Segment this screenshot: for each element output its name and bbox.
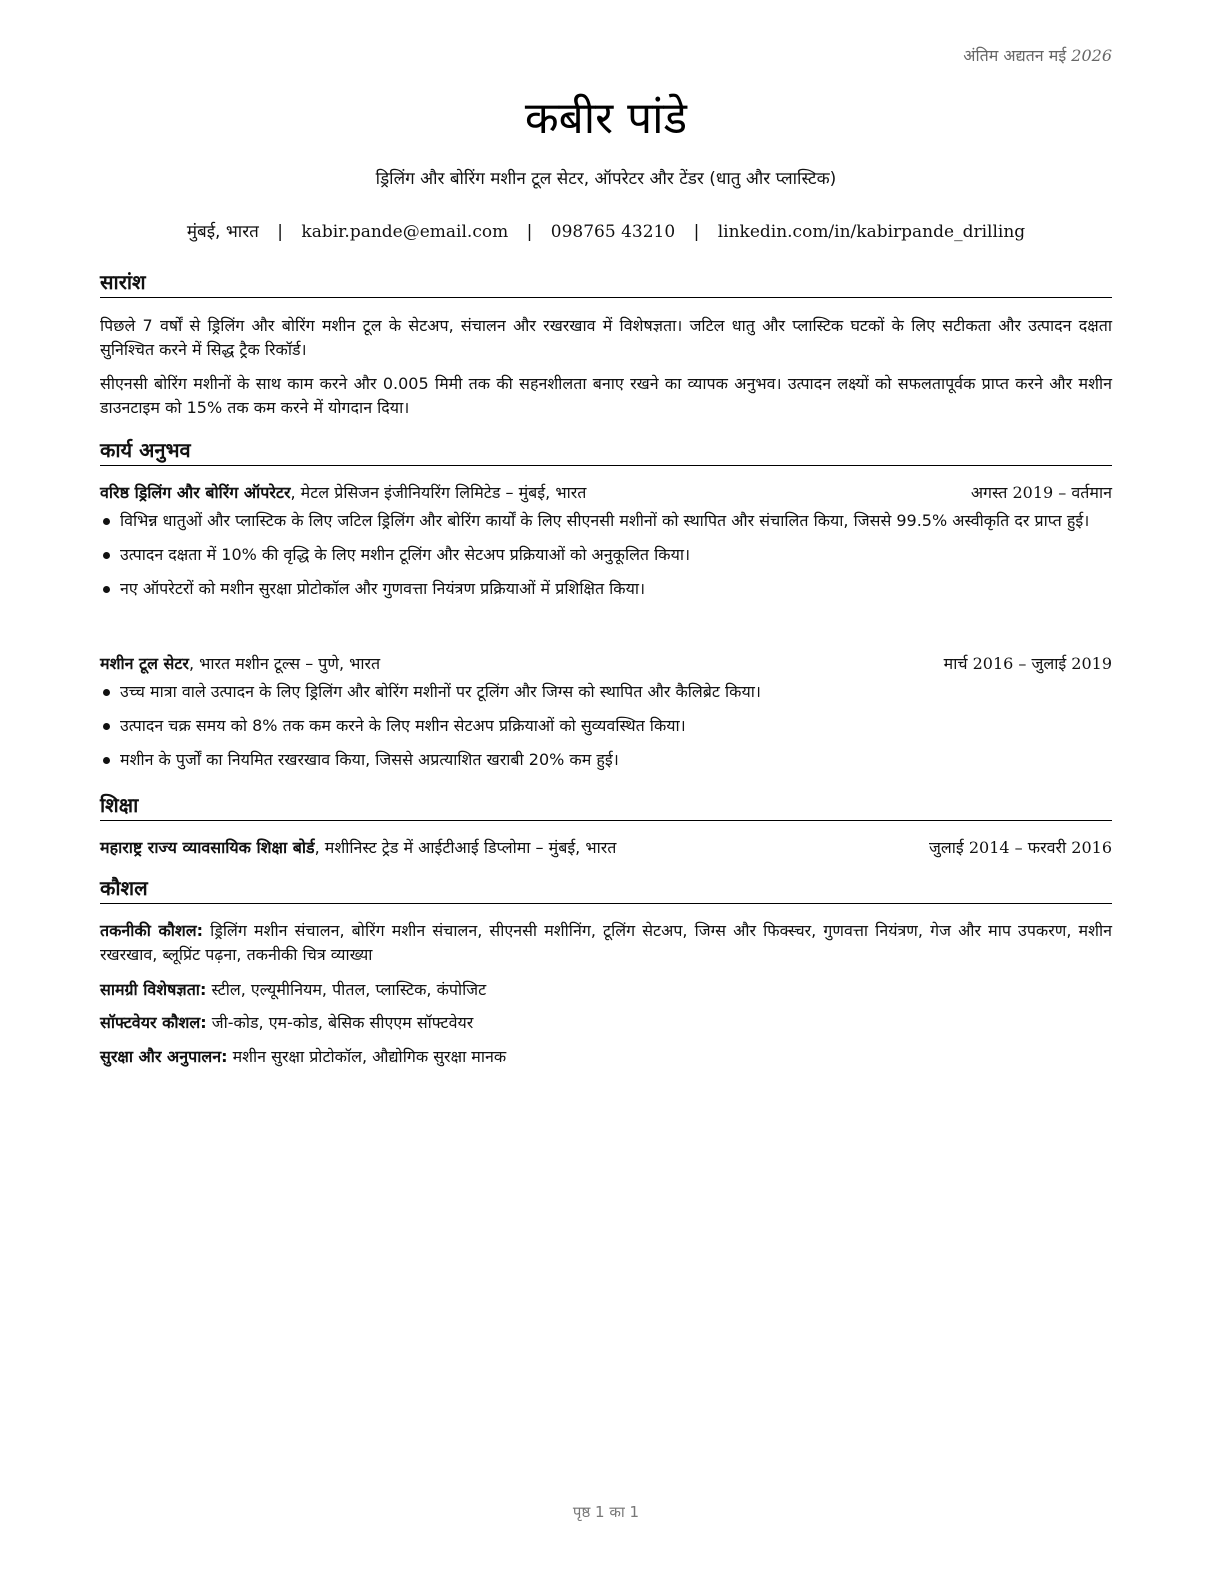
summary-paragraph: सीएनसी बोरिंग मशीनों के साथ काम करने और 0.005 मिमी तक की सहनशीलता बनाए रखने का व्यापक अनुभव। उत्पादन लक्ष्यों को सफलतापूर्वक प्राप्त करने और मशीन डाउनटाइम को 15% तक कम करने में योगदान दिया। [100,374,1112,417]
resume-page [100,0,1112,1584]
job-role: मशीन टूल सेटर [100,654,189,673]
skill-label: सुरक्षा और अनुपालन: [100,1047,228,1066]
contact-line [100,219,1112,242]
education-institution-detail [100,836,616,860]
last-updated [963,44,1112,66]
last-updated-year: 2026 [1071,46,1112,65]
skill-item [100,1045,1112,1069]
education-entry [100,836,1112,860]
skill-item [100,978,1112,1002]
contact-linkedin[interactable]: linkedin.com/in/kabirpande_drilling [717,222,1026,242]
education-header [100,836,1112,860]
job-entry [100,652,1112,782]
job-org: , भारत मशीन टूल्स – पुणे, भारत [188,654,381,673]
contact-separator: | [693,222,700,242]
job-dates: मार्च 2016 – जुलाई 2019 [943,654,1112,673]
job-role: वरिष्ठ ड्रिलिंग और बोरिंग ऑपरेटर [100,483,291,502]
contact-location: मुंबई, भारत [186,222,259,242]
job-bullet: मशीन के पुर्जों का नियमित रखरखाव किया, जिससे अप्रत्याशित खराबी 20% कम हुई। [100,748,1112,772]
experience-heading: कार्य अनुभव [100,438,1112,466]
skills-heading: कौशल [100,876,1112,904]
job-entry [100,481,1112,611]
job-bullet: उच्च मात्रा वाले उत्पादन के लिए ड्रिलिंग और बोरिंग मशीनों पर टूलिंग और जिग्स को स्थापित और कैलिब्रेट किया। [100,680,1112,704]
education-detail: , मशीनिस्ट ट्रेड में आईटीआई डिप्लोमा – मुंबई, भारत [314,838,617,857]
job-role-org [100,481,586,505]
skill-label: तकनीकी कौशल: [100,921,204,940]
job-org: , मेटल प्रेसिजन इंजीनियरिंग लिमिटेड – मुंबई, भारत [290,483,587,502]
skill-item [100,919,1112,967]
summary-paragraph: पिछले 7 वर्षों से ड्रिलिंग और बोरिंग मशीन टूल के सेटअप, संचालन और रखरखाव में विशेषज्ञता। जटिल धातु और प्लास्टिक घटकों के लिए सटीकता और उत्पादन दक्षता सुनिश्चित करने में सिद्ध ट्रैक रिकॉर्ड। [100,316,1112,359]
last-updated-label: अंतिम अद्यतन मई [963,46,1067,65]
summary-heading: सारांश [100,270,1112,298]
job-bullets [100,680,1112,772]
job-bullet: उत्पादन चक्र समय को 8% तक कम करने के लिए मशीन सेटअप प्रक्रियाओं को सुव्यवस्थित किया। [100,714,1112,738]
skill-value: मशीन सुरक्षा प्रोटोकॉल, औद्योगिक सुरक्षा मानक [227,1047,507,1066]
job-dates: अगस्त 2019 – वर्तमान [970,483,1112,502]
skill-value: ड्रिलिंग मशीन संचालन, बोरिंग मशीन संचालन, सीएनसी मशीनिंग, टूलिंग सेटअप, जिग्स और फिक्स्चर, गुणवत्ता नियंत्रण, गेज और माप उपकरण, मशीन रखरखाव, ब्लूप्रिंट पढ़ना, तकनीकी चित्र व्याख्या [100,921,1113,964]
contact-separator: | [277,222,283,242]
contact-separator: | [526,222,533,242]
job-title: ड्रिलिंग और बोरिंग मशीन टूल सेटर, ऑपरेटर और टेंडर (धातु और प्लास्टिक) [375,169,837,189]
job-bullet: उत्पादन दक्षता में 10% की वृद्धि के लिए मशीन टूलिंग और सेटअप प्रक्रियाओं को अनुकूलित किया। [100,543,1112,567]
job-bullet: विभिन्न धातुओं और प्लास्टिक के लिए जटिल ड्रिलिंग और बोरिंग कार्यों के लिए सीएनसी मशीनों को स्थापित और संचालित किया, जिससे 99.5% अस्वीकृति दर प्राप्त हुई। [100,509,1112,533]
skill-value: जी-कोड, एम-कोड, बेसिक सीएएम सॉफ्टवेयर [206,1013,474,1032]
contact-email[interactable]: kabir.pande@email.com [301,222,509,242]
contact-phone: 098765 43210 [550,222,676,242]
job-bullet: नए ऑपरेटरों को मशीन सुरक्षा प्रोटोकॉल और गुणवत्ता नियंत्रण प्रक्रियाओं में प्रशिक्षित किया। [100,577,1112,601]
job-role-org [100,652,380,676]
education-institution: महाराष्ट्र राज्य व्यावसायिक शिक्षा बोर्ड [100,838,315,857]
candidate-name: कबीर पांडे [524,93,688,144]
skill-label: सॉफ्टवेयर कौशल: [100,1013,207,1032]
job-header [100,481,1112,505]
education-heading: शिक्षा [100,793,1112,821]
education-dates: जुलाई 2014 – फरवरी 2016 [929,838,1112,857]
page-number: पृष्ठ 1 का 1 [572,1503,640,1521]
job-header [100,652,1112,676]
job-bullets [100,509,1112,601]
skill-label: सामग्री विशेषज्ञता: [100,980,207,999]
skill-value: स्टील, एल्यूमीनियम, पीतल, प्लास्टिक, कंपोजिट [206,980,487,999]
skill-item [100,1011,1112,1035]
